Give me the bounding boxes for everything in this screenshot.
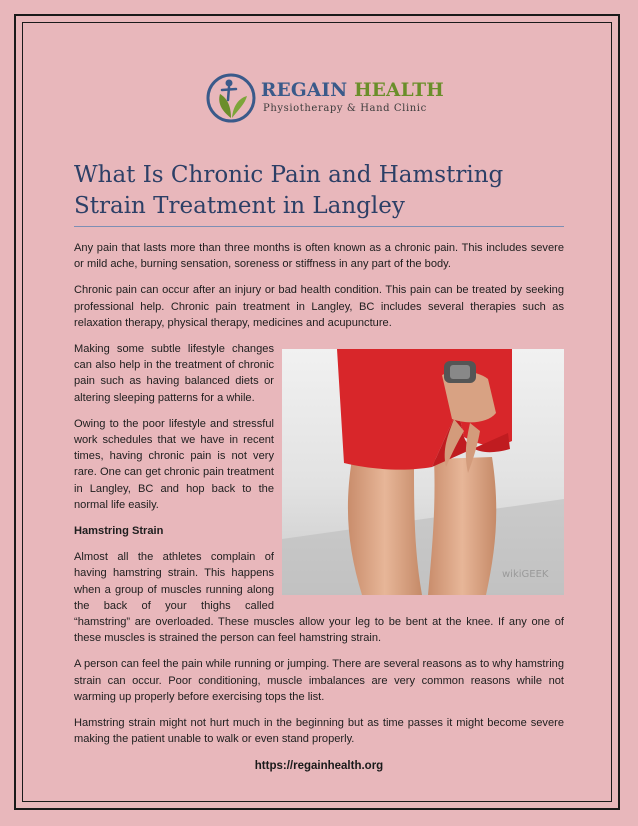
paragraph-hamstring-progression: Hamstring strain might not hurt much in the beginning but as time passes it might become severe making the patient unable to walk or even stand properly.: [74, 717, 564, 746]
page-title: What Is Chronic Pain and Hamstring Strain Treatment in Langley: [74, 162, 504, 219]
subheading-hamstring-strain: Hamstring Strain: [74, 525, 164, 538]
footer-url[interactable]: https://regainhealth.org: [254, 760, 384, 772]
photo-watermark: wikiGEEK: [502, 569, 549, 581]
paragraph-modern-lifestyle: Owing to the poor lifestyle and stressful work schedules that we have in recent times, having chronic pain is not very rare. One can get chronic pain treatment in Langley, BC and hop back to the normal life easily.: [74, 417, 274, 511]
paragraph-hamstring-causes: A person can feel the pain while running or jumping. There are several reasons as to why hamstring strain can occur. Poor conditioning, muscle imbalances are very common reasons while not warming up properly before exercising tops the list.: [74, 658, 564, 703]
logo-name-health: HEALTH: [354, 80, 444, 101]
logo-emblem-icon: [205, 72, 257, 124]
hamstring-leg-illustration: [282, 349, 564, 595]
paragraph-hamstring-definition: Almost all the athletes complain of having hamstring strain. This happens when a group of muscles running along the back of your thighs called “hamstring” are overloaded. These muscles allow your leg to be bent at the knee. If any one of these muscles is strained the person can feel hamstring strain.: [74, 551, 564, 645]
hamstring-photo: [282, 349, 564, 595]
paragraph-chronic-pain-definition: Any pain that lasts more than three months is often known as a chronic pain. This includes severe or mild ache, burning sensation, soreness or stiffness in any part of the body.: [74, 242, 564, 271]
logo-name: [261, 80, 444, 101]
logo-name-regain: REGAIN: [261, 80, 348, 101]
article-body: [74, 240, 564, 757]
title-divider: [74, 226, 564, 227]
logo: [205, 72, 445, 124]
paragraph-lifestyle-changes: Making some subtle lifestyle changes can also help in the treatment of chronic pain such as having balanced diets or altering sleeping patterns for a while.: [74, 343, 274, 404]
logo-subtitle: Physiotherapy & Hand Clinic: [263, 103, 427, 114]
paragraph-chronic-pain-treatment: Chronic pain can occur after an injury or bad health condition. This pain can be treated by seeking professional help. Chronic pain treatment in Langley, BC includes several therapies such as relaxation therapy, physical therapy, medicines and acupuncture.: [74, 284, 564, 329]
